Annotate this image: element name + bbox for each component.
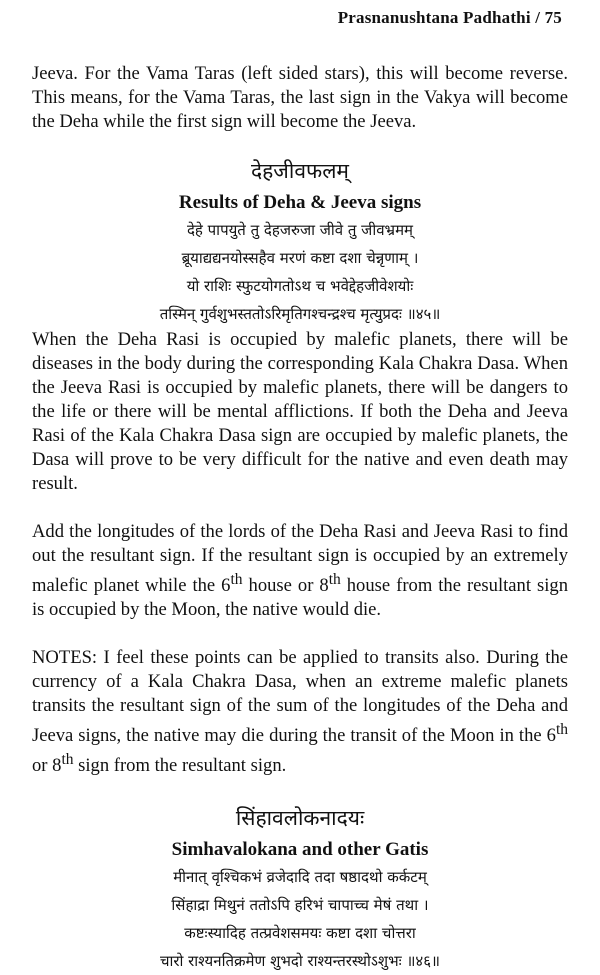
ordinal-suffix: th: [328, 571, 341, 588]
running-header: Prasnanushtana Padhathi / 75: [337, 8, 562, 27]
section-heading-simhavalokana: Simhavalokana and other Gatis: [171, 838, 429, 860]
section-heading-deha-jeeva: Results of Deha & Jeeva signs: [178, 192, 422, 213]
text-run: house from the resultant sign is occupied by the Moon, the native would die.: [32, 575, 568, 621]
verse-line: देहे पापयुते तु देहजरुजा जीवे तु जीवभ्रमम्: [186, 221, 414, 239]
translation-paragraph: When the Deha Rasi is occupied by malefic planets, there will be diseases in the body during the corresponding Kala Chakra Dasa. When the Jeeva Rasi is occupied by malefic planets, there will be dangers to the life or there will be mental afflictions. If both the Deha and Jeeva Rasi of the Kala Chakra Dasa sign are occupied by malefic planets, the Dasa will prove to be very difficult for the native and even death may result.: [32, 329, 568, 494]
verse-line: कष्टःस्यादिह तत्प्रवेशसमयः कष्टा दशा चोत्तरा: [184, 923, 416, 942]
intro-paragraph: Jeeva. For the Vama Taras (left sided stars), this will become reverse. This means, for the Vama Taras, the last sign in the Vakya will become the Deha while the first sign will become the Jeeva.: [32, 63, 568, 132]
text-run: Add the longitudes of the lords of the Deha Rasi and Jeeva Rasi to find out the resultant sign. If the resultant sign is occupied by an extremely malefic planet while the 6: [32, 521, 568, 597]
text-run: house or 8: [242, 575, 329, 597]
page-body: [32, 62, 568, 975]
sanskrit-verse-45: [32, 216, 568, 328]
ordinal-suffix: th: [555, 721, 568, 739]
sanskrit-heading-simhavalokana: सिंहावलोकनादयः: [235, 805, 365, 830]
verse-line: यो राशिः स्फुटयोगतोऽथ च भवेद्देहजीवेशयोः: [186, 277, 414, 295]
notes-paragraph: [32, 646, 568, 778]
ordinal-suffix: th: [61, 751, 74, 769]
ordinal-suffix: th: [230, 571, 243, 588]
resultant-sign-paragraph: [32, 520, 568, 622]
sanskrit-verse-46: [32, 863, 568, 975]
verse-line: चारो राश्यनतिक्रमेण शुभदो राश्यन्तरस्थोऽशुभः ॥४६॥: [159, 951, 441, 970]
verse-line: मीनात् वृश्चिकभं व्रजेदादि तदा षष्ठादथो कर्कटम्: [173, 867, 427, 886]
verse-line: तस्मिन् गुर्वशुभस्ततोऽरिमृतिगश्चन्द्रश्च मृत्युप्रदः ॥४५॥: [159, 305, 441, 323]
verse-line: ब्रूयाद्यद्यनयोस्सहैव मरणं कष्टा दशा चेन्नृणाम् ।: [181, 249, 419, 267]
verse-line: सिंहाद्रा मिथुनं ततोऽपि हरिभं चापाच्च मेषं तथा ।: [171, 895, 429, 914]
sanskrit-heading-deha-jeeva: देहजीवफलम्: [251, 159, 349, 183]
text-run: sign from the resultant sign.: [73, 755, 287, 777]
text-run: or 8: [32, 755, 62, 777]
text-run: NOTES: I feel these points can be applied to transits also. During the currency of a Kala Chakra Dasa, when an extreme malefic planets transits the resultant sign of the sum of the longitudes of the Deha and Jeeva signs, the native may die during the transit of the Moon in the 6: [32, 647, 568, 747]
